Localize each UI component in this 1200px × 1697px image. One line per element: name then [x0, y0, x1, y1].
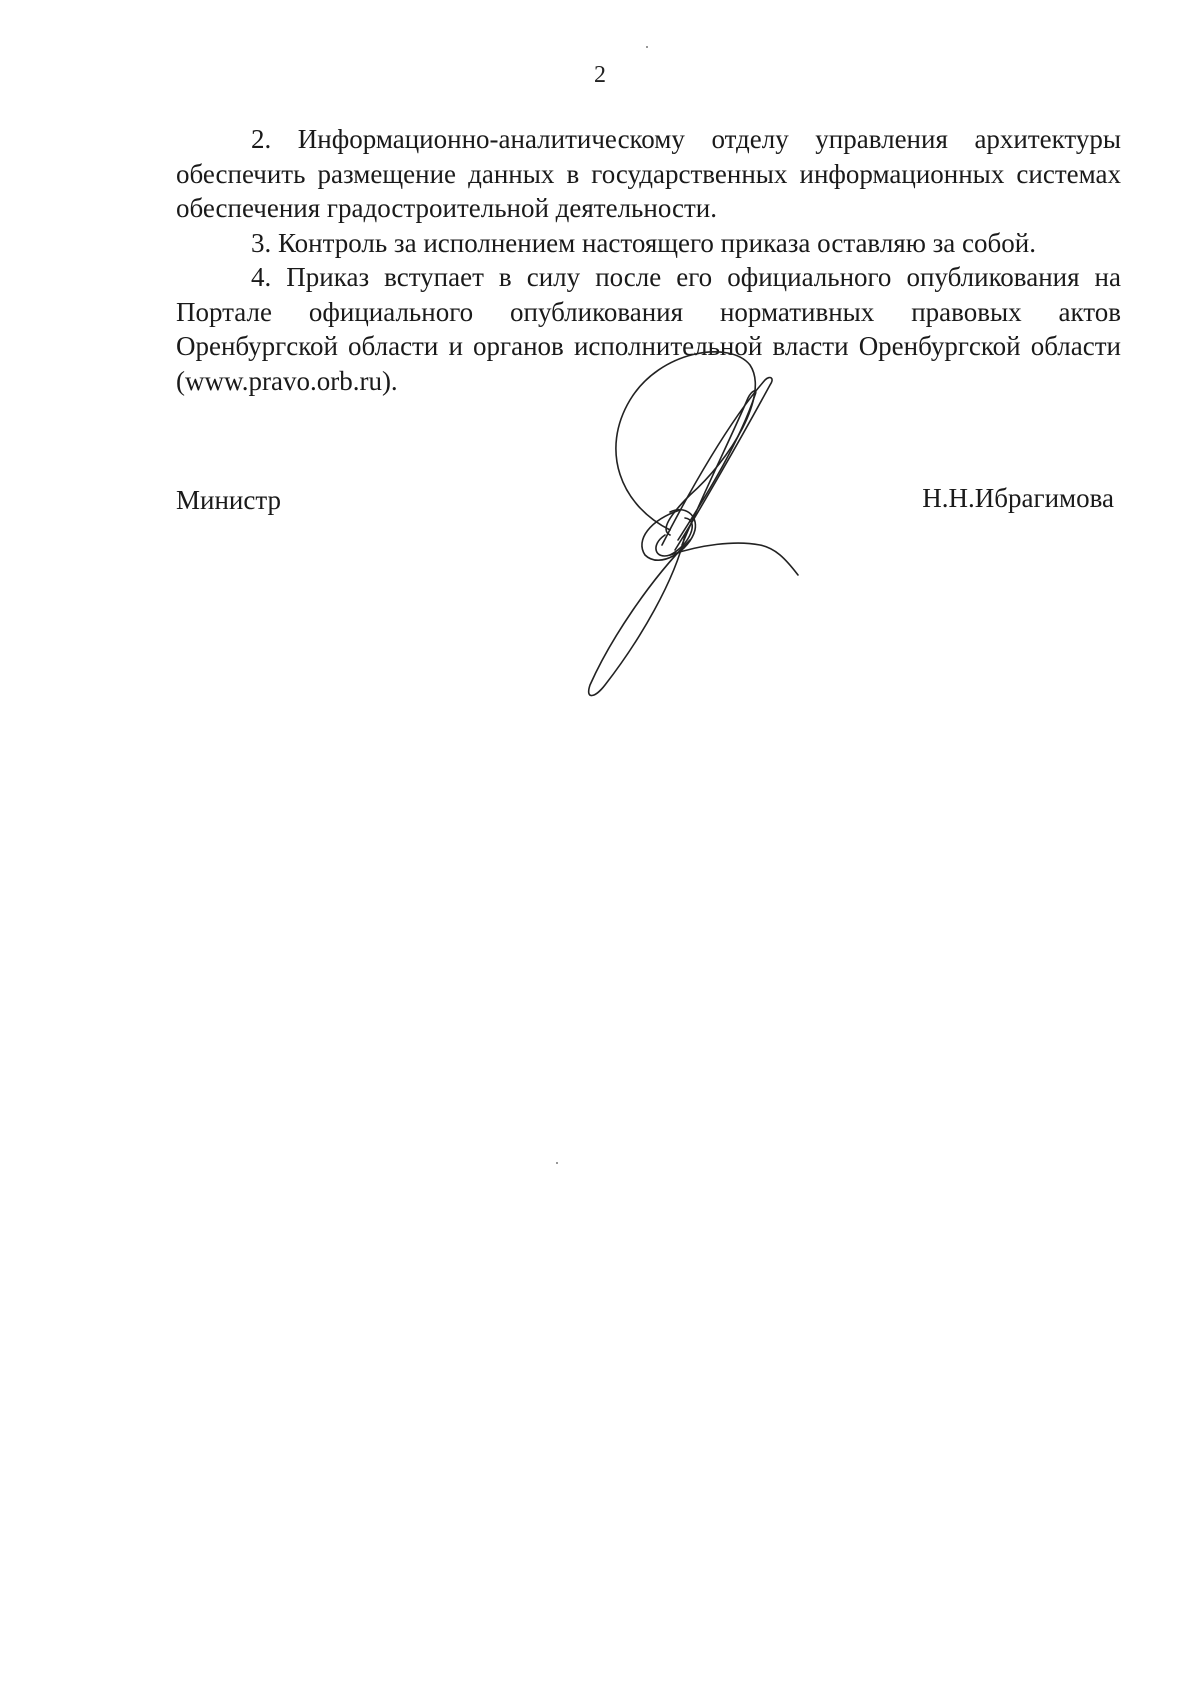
- paragraph-2: 2. Информационно-аналитическому отделу управления архитектуры обеспечить размещение данных в государственных информационных системах обеспечения градостроительной деятельности.: [176, 124, 1121, 223]
- scan-speck: [556, 1162, 558, 1164]
- paragraph-3: 3. Контроль за исполнением настоящего приказа оставляю за собой.: [251, 227, 1036, 258]
- scan-speck: [646, 46, 648, 48]
- page-number: 2: [594, 62, 606, 88]
- signatory-name: Н.Н.Ибрагимова: [922, 483, 1114, 513]
- signatory-title: Министр: [176, 485, 281, 515]
- paragraph-4: 4. Приказ вступает в силу после его официального опубликования на Портале официального опубликования нормативных правовых актов Оренбургской области и органов исполнительной власти Оренбургской области (www.pravo.orb.ru).: [176, 262, 1121, 396]
- signature-icon: [570, 340, 870, 720]
